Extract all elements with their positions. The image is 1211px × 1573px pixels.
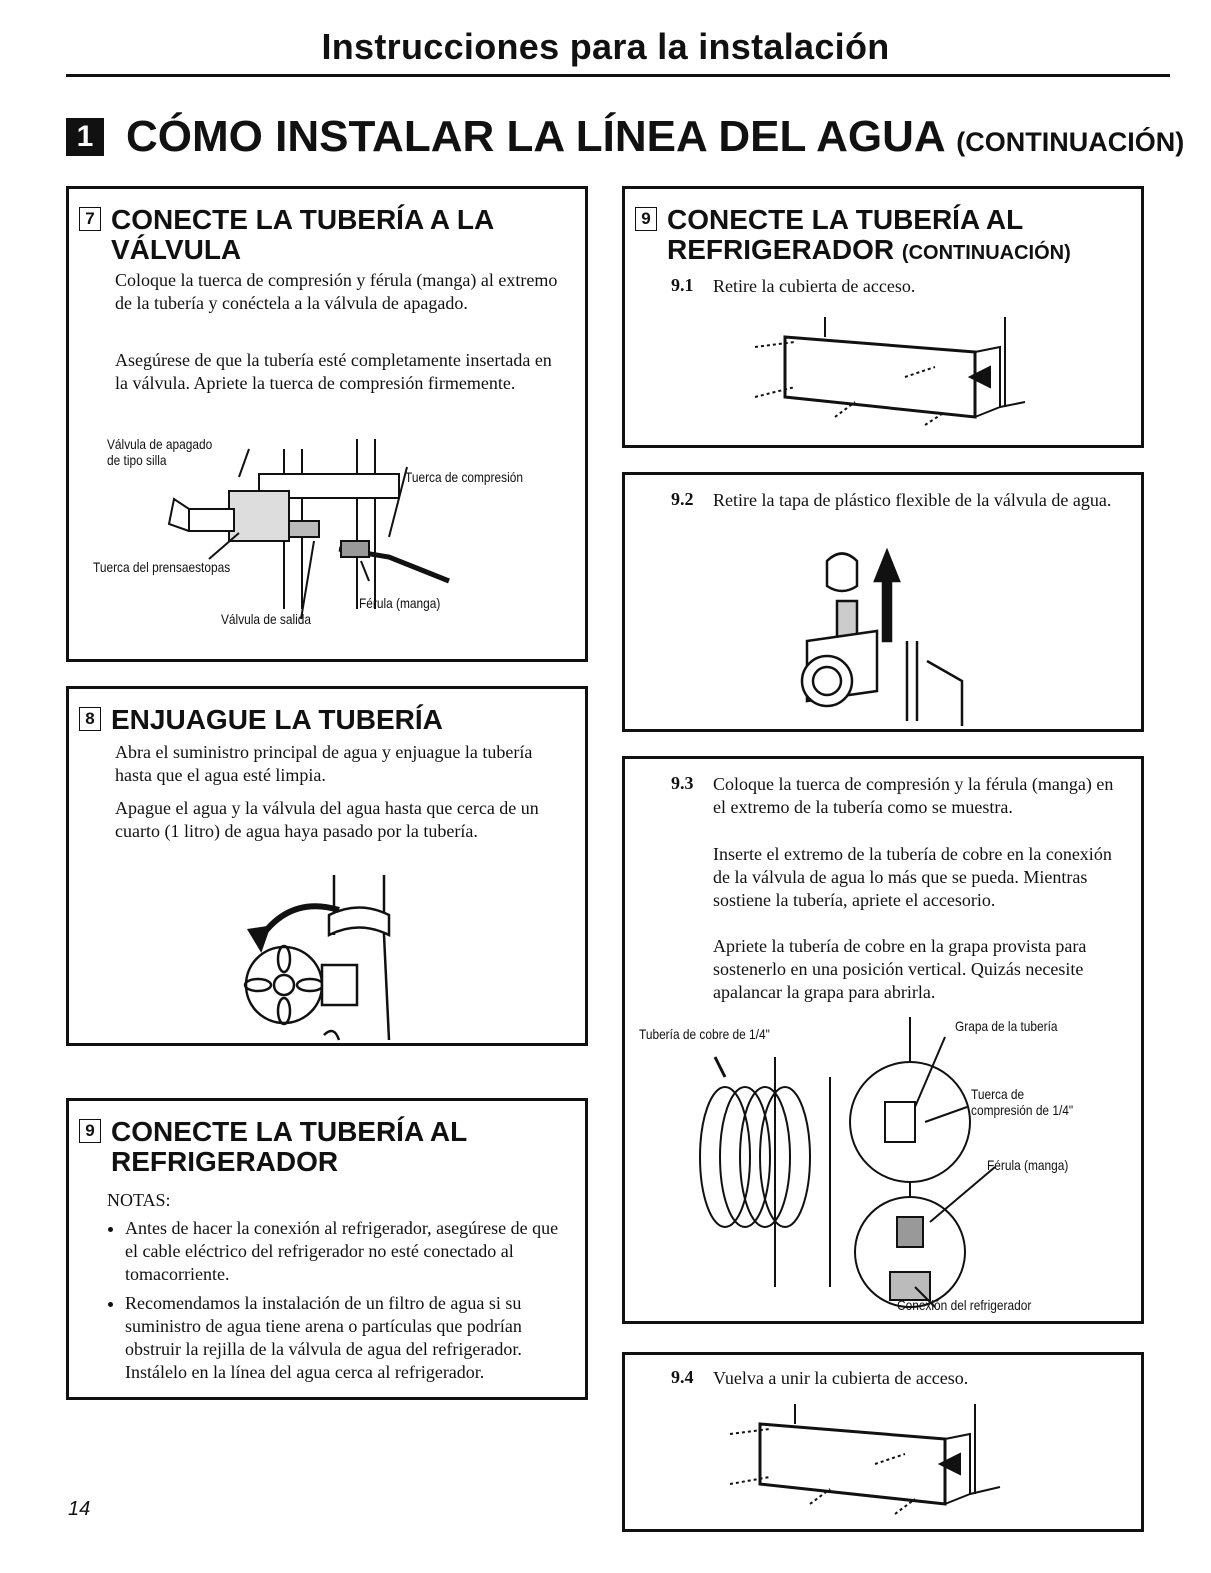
step9-cont-badge: 9 [635,207,657,231]
section-cont: (CONTINUACIÓN) [956,127,1185,157]
step94-text: Vuelva a unir la cubierta de acceso. [713,1368,969,1388]
step7-title-line1: CONECTE LA TUBERÍA A LA [111,204,495,235]
step7-box [66,186,588,662]
step7-para1: Coloque la tuerca de compresión y férula (manga) al extremo de la tubería y conéctela a la válvula de apagado. [115,270,558,313]
step94-box [622,1352,1144,1532]
step7-badge: 7 [79,207,101,231]
step8-para1: Abra el suministro principal de agua y enjuague la tubería hasta que el agua esté limpia. [115,742,533,785]
access-cover-illustration [745,307,1065,437]
note-item: • Recomendamos la instalación de un filtro de agua si su suministro de agua tiene arena o partículas que podrían obstruir la rejilla de la válvula de agua del refrigerador. Instálelo en la línea del agua cerca al refrigerador. [125,1292,575,1384]
step8-title: ENJUAGUE LA TUBERÍA [111,704,443,735]
step7-para2: Asegúrese de que la tubería esté completamente insertada en la válvula. Apriete la tuerca de compresión firmemente. [115,350,552,393]
step93-para1: Coloque la tuerca de compresión y la férula (manga) en el extremo de la tubería como se muestra. [713,774,1114,817]
step94-number: 9.4 [671,1367,694,1387]
page-title: Instrucciones para la instalación [321,26,890,67]
step93-box [622,756,1144,1324]
label-ferrule: Férula (manga) [359,595,441,611]
label-shutoff-valve-2: de tipo silla [107,452,167,468]
step8-para2: Apague el agua y la válvula del agua hasta que cerca de un cuarto (1 litro) de agua haya pasado por la tubería. [115,798,539,841]
step9-title-line1: CONECTE LA TUBERÍA AL [111,1116,468,1147]
water-valve-cap-illustration [787,541,987,731]
step9-cont-title-line2-text: REFRIGERADOR [667,234,895,265]
step9-badge: 9 [79,1119,101,1143]
label-compression-nut: Tuerca de compresión [405,469,523,485]
label-outlet-valve: Válvula de salida [221,611,311,627]
step93-number: 9.3 [671,773,694,793]
label-compression-nut-1: Tuerca de [971,1086,1025,1102]
section-heading [126,112,1184,162]
step93-para2: Inserte el extremo de la tubería de cobre en la conexión de la válvula de agua lo más que se pueda. Mientras sostiene la tubería, apriete el accesorio. [713,844,1112,910]
label-ferrule-2: Férula (manga) [987,1157,1069,1173]
step92-box [622,472,1144,732]
label-packing-nut: Tuerca del prensaestopas [93,559,231,575]
step9-cont-title-line1: CONECTE LA TUBERÍA AL [667,204,1024,235]
step9-title-line2: REFRIGERADOR [111,1146,339,1177]
step92-number: 9.2 [671,489,694,509]
label-shutoff-valve-1: Válvula de apagado [107,436,213,452]
label-compression-nut-2: compresión de 1/4" [971,1102,1074,1118]
step8-box [66,686,588,1046]
step9-cont-title-line2 [667,235,1071,268]
access-cover-reattach-illustration [725,1399,1025,1529]
label-tube-clamp: Grapa de la tubería [955,1018,1058,1034]
step9-notes [107,1217,575,1390]
step7-title [111,205,494,265]
section-marker: 1 [66,118,104,156]
step91-text: Retire la cubierta de acceso. [713,276,916,296]
step9-cont-suffix: (CONTINUACIÓN) [901,242,1071,264]
step92-text: Retire la tapa de plástico flexible de la válvula de agua. [713,490,1112,510]
label-copper-tube: Tubería de cobre de 1/4" [639,1026,770,1042]
step9-cont-box [622,186,1144,448]
step93-para3: Apriete la tubería de cobre en la grapa provista para sostenerlo en una posición vertical. Quizás necesite apalancar la grapa para abrirla. [713,936,1087,1002]
step7-title-line2: VÁLVULA [111,234,242,265]
label-fridge-connection: Conexión del refrigerador [897,1297,1032,1313]
step91-number: 9.1 [671,275,694,295]
water-valve-illustration [239,875,429,1045]
step8-badge: 8 [79,707,101,731]
step9-title [111,1117,467,1177]
step9-cont-title [667,205,1071,268]
title-rule [66,74,1170,77]
step9-box [66,1098,588,1400]
page-number: 14 [68,1498,91,1520]
note-item: • Antes de hacer la conexión al refrigerador, asegúrese de que el cable eléctrico del refrigerador no esté conectado al tomacorriente. [125,1217,575,1286]
section-title: CÓMO INSTALAR LA LÍNEA DEL AGUA [126,112,945,161]
step9-notes-label: NOTAS: [107,1190,171,1210]
